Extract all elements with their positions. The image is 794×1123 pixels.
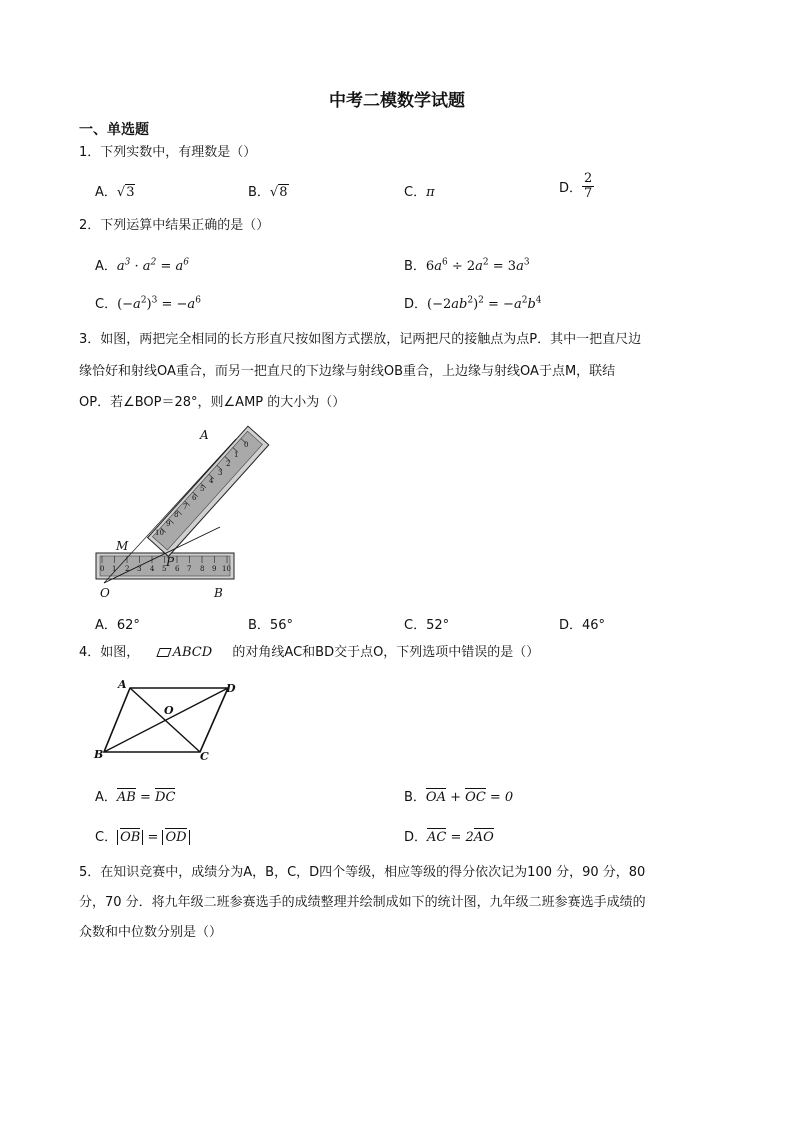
q4-option-c: C． OB = OD (95, 826, 190, 845)
section-heading: 一、单选题 (79, 122, 149, 138)
diagonal-bd (104, 688, 228, 752)
svg-text:10: 10 (222, 565, 231, 573)
svg-text:0: 0 (244, 441, 249, 449)
svg-text:9: 9 (166, 520, 171, 528)
label-O: O (100, 586, 110, 600)
q1-option-a: A．√3 (95, 185, 135, 200)
q4-parallelogram-figure (88, 676, 248, 764)
q2-option-d: D．$(-2ab^2)^2 = -a^2b^4$ (404, 295, 542, 312)
question-4-stem: 4．如图， ABCD 的对角线AC和BD交于点O，下列选项中错误的是（） (79, 645, 540, 660)
svg-text:10: 10 (155, 529, 164, 537)
svg-text:7: 7 (187, 565, 192, 573)
svg-text:4: 4 (150, 565, 155, 573)
question-2-stem: 2．下列运算中结果正确的是（） (79, 218, 270, 233)
svg-text:4: 4 (209, 477, 214, 485)
label-M: M (116, 539, 129, 553)
svg-text:3: 3 (137, 565, 142, 573)
q4-option-a: A．AB = DC (95, 790, 176, 805)
q4-option-d: D．AC = 2AO (404, 830, 494, 845)
svg-text:5: 5 (162, 565, 167, 573)
label-O: O (164, 704, 174, 717)
question-5-line-3: 众数和中位数分别是（） (79, 925, 223, 940)
svg-text:5: 5 (200, 485, 205, 493)
q2-option-b: B．$6a^6 \div 2a^2 = 3a^3$ (404, 257, 530, 274)
q2-option-a: A．$a^3 \cdot a^2 = a^6$ (95, 257, 189, 274)
label-B: B (214, 586, 223, 600)
svg-text:2: 2 (226, 460, 231, 468)
svg-text:6: 6 (192, 494, 197, 502)
svg-text:9: 9 (212, 565, 217, 573)
label-D: D (226, 682, 236, 695)
label-C: C (200, 750, 209, 763)
label-A: A (200, 428, 209, 442)
q2-option-c: C．$(-a^2)^3 = -a^6$ (95, 295, 201, 312)
question-5-line-1: 5．在知识竞赛中，成绩分为A，B，C，D四个等级，相应等级的得分依次记为100 分，90 分，80 (79, 865, 646, 880)
label-A: A (118, 678, 127, 691)
q3-option-b: B．56° (248, 618, 293, 633)
svg-text:0: 0 (100, 565, 105, 573)
svg-text:6: 6 (175, 565, 180, 573)
page-title: 中考二模数学试题 (329, 91, 465, 111)
svg-text:7: 7 (183, 503, 188, 511)
q1-option-b: B．√8 (248, 185, 288, 200)
svg-text:3: 3 (218, 469, 223, 477)
svg-text:1: 1 (234, 451, 239, 459)
q3-option-d: D．46° (559, 618, 606, 633)
question-5-line-2: 分，70 分．将九年级二班参赛选手的成绩整理并绘制成如下的统计图，九年级二班参赛选手成绩的 (79, 895, 646, 910)
label-B: B (94, 748, 104, 761)
q4-option-b: B．OA + OC = 0 (404, 790, 514, 805)
question-3-line-1: 3．如图，两把完全相同的长方形直尺按如图方式摆放，记两把尺的接触点为点P．其中一把直尺边 (79, 332, 642, 347)
question-3-line-2: 缘恰好和射线OA重合，而另一把直尺的下边缘与射线OB重合，上边缘与射线OA于点M，联结 (79, 364, 616, 379)
q3-ruler-figure (88, 425, 248, 605)
question-1-stem: 1．下列实数中，有理数是（） (79, 145, 257, 160)
q3-option-a: A．62° (95, 618, 140, 633)
label-P: P (166, 555, 175, 569)
svg-text:8: 8 (200, 565, 205, 573)
svg-text:8: 8 (174, 511, 179, 519)
question-3-line-3: OP．若∠BOP＝28°，则∠AMP 的大小为（） (79, 395, 346, 410)
q1-option-d: D． $\frac{2}{7}$ (559, 171, 593, 201)
svg-text:2: 2 (125, 565, 130, 573)
q3-option-c: C．52° (404, 618, 450, 633)
tilted-ruler (148, 426, 269, 556)
q1-option-c: C．π (404, 185, 435, 200)
parallelogram-icon (156, 648, 171, 657)
svg-text:1: 1 (112, 565, 117, 573)
